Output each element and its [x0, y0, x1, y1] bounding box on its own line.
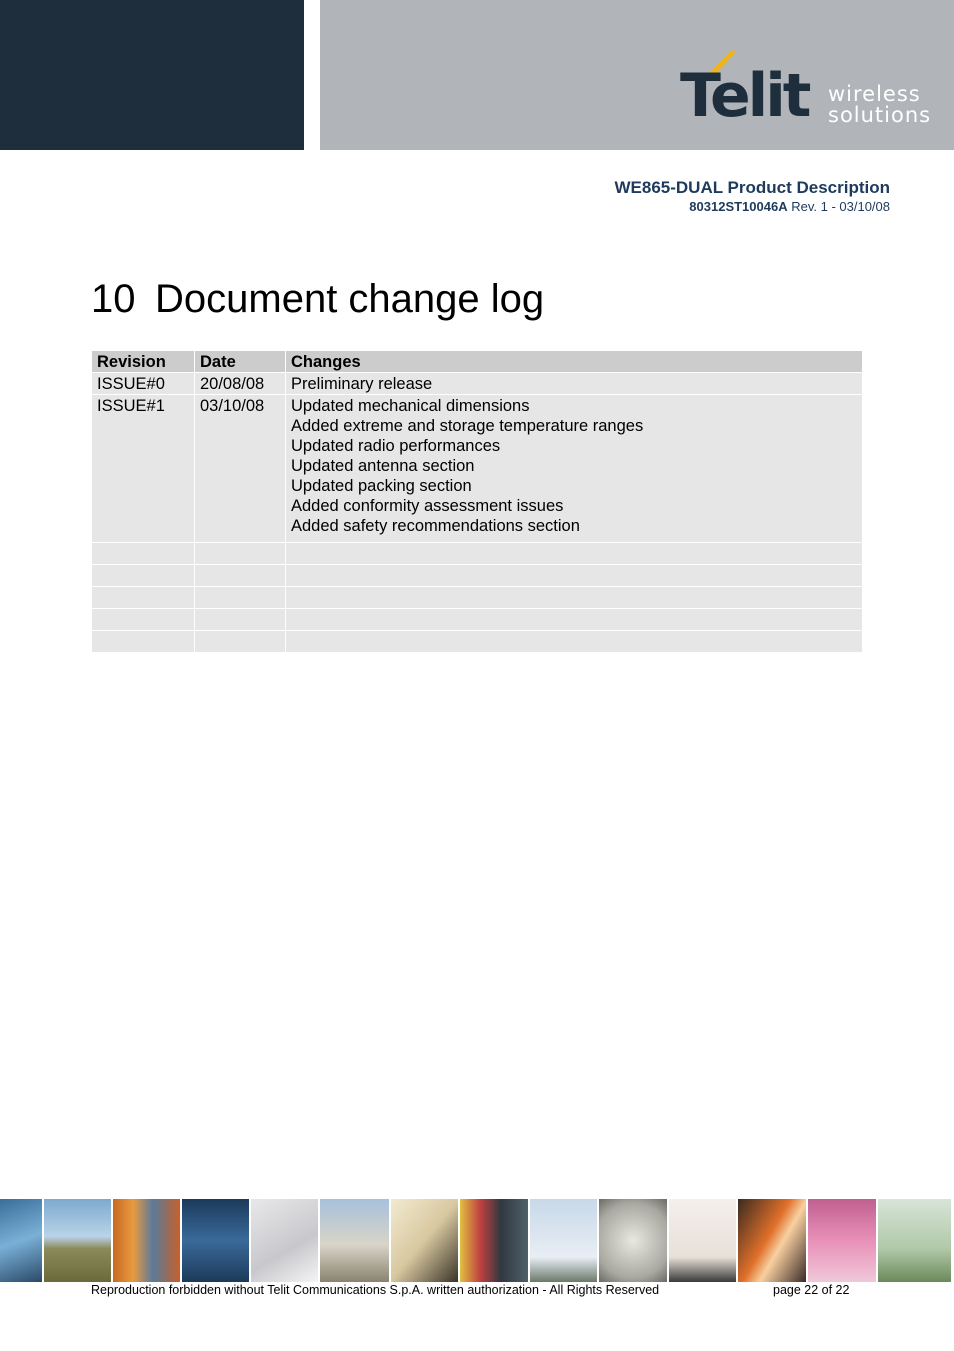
- photo-tile-vending: [460, 1199, 528, 1282]
- section-title: Document change log: [155, 277, 545, 321]
- table-header-row: [92, 351, 863, 373]
- photo-tile-security-camera: [878, 1199, 951, 1282]
- empty-table-row: [92, 543, 863, 565]
- cell-changes: [286, 373, 863, 395]
- empty-table-row: [92, 631, 863, 653]
- logo-tagline: wireless solutions: [828, 82, 932, 127]
- section-number: 10: [91, 277, 136, 321]
- document-title: WE865-DUAL Product Description: [614, 178, 890, 197]
- section-heading: [91, 276, 544, 322]
- photo-tile-card: [391, 1199, 458, 1282]
- change-item: Updated antenna section: [291, 457, 475, 475]
- logo-wordmark: Telit: [680, 61, 809, 131]
- cell-revision: ISSUE#1: [92, 395, 195, 543]
- photo-tile-pink-interior: [808, 1199, 876, 1282]
- photo-tile-cyclist: [320, 1199, 389, 1282]
- column-header-changes: Changes: [286, 351, 863, 373]
- photo-tile-train: [738, 1199, 806, 1282]
- photo-tile-digital-display: [182, 1199, 249, 1282]
- cell-changes: [286, 395, 863, 543]
- footer-photo-strip: [0, 1199, 954, 1282]
- column-header-date: Date: [195, 351, 286, 373]
- column-header-revision: Revision: [92, 351, 195, 373]
- change-item: Added conformity assessment issues: [291, 497, 564, 515]
- change-item: Preliminary release: [291, 375, 433, 393]
- photo-tile-highway: [0, 1199, 42, 1282]
- photo-tile-laser: [669, 1199, 736, 1282]
- change-item: Updated packing section: [291, 477, 472, 495]
- document-revision: Rev. 1 - 03/10/08: [791, 199, 890, 214]
- telit-logo: [676, 50, 932, 131]
- photo-tile-meter: [599, 1199, 667, 1282]
- change-item: Updated mechanical dimensions: [291, 397, 530, 415]
- table-row: [92, 395, 863, 543]
- table-row: [92, 373, 863, 395]
- footer-page-number: page 22 of 22: [773, 1283, 850, 1297]
- photo-tile-emergency-phone: [44, 1199, 111, 1282]
- footer-copyright: Reproduction forbidden without Telit Communications S.p.A. written authorization - All Rights Reserved: [91, 1283, 660, 1297]
- header-dark-panel: [0, 0, 304, 150]
- change-log-table: [91, 350, 863, 653]
- photo-tile-wind-turbines: [530, 1199, 597, 1282]
- cell-date: 20/08/08: [195, 373, 286, 395]
- cell-date: 03/10/08: [195, 395, 286, 543]
- cell-revision: ISSUE#0: [92, 373, 195, 395]
- document-code: 80312ST10046A: [689, 199, 788, 214]
- photo-tile-containers: [113, 1199, 180, 1282]
- empty-table-row: [92, 565, 863, 587]
- empty-table-row: [92, 609, 863, 631]
- change-item: Updated radio performances: [291, 437, 501, 455]
- document-reference: [689, 199, 890, 214]
- empty-table-row: [92, 587, 863, 609]
- change-item: Added safety recommendations section: [291, 517, 580, 535]
- photo-tile-keyboard: [251, 1199, 318, 1282]
- change-item: Added extreme and storage temperature ranges: [291, 417, 644, 435]
